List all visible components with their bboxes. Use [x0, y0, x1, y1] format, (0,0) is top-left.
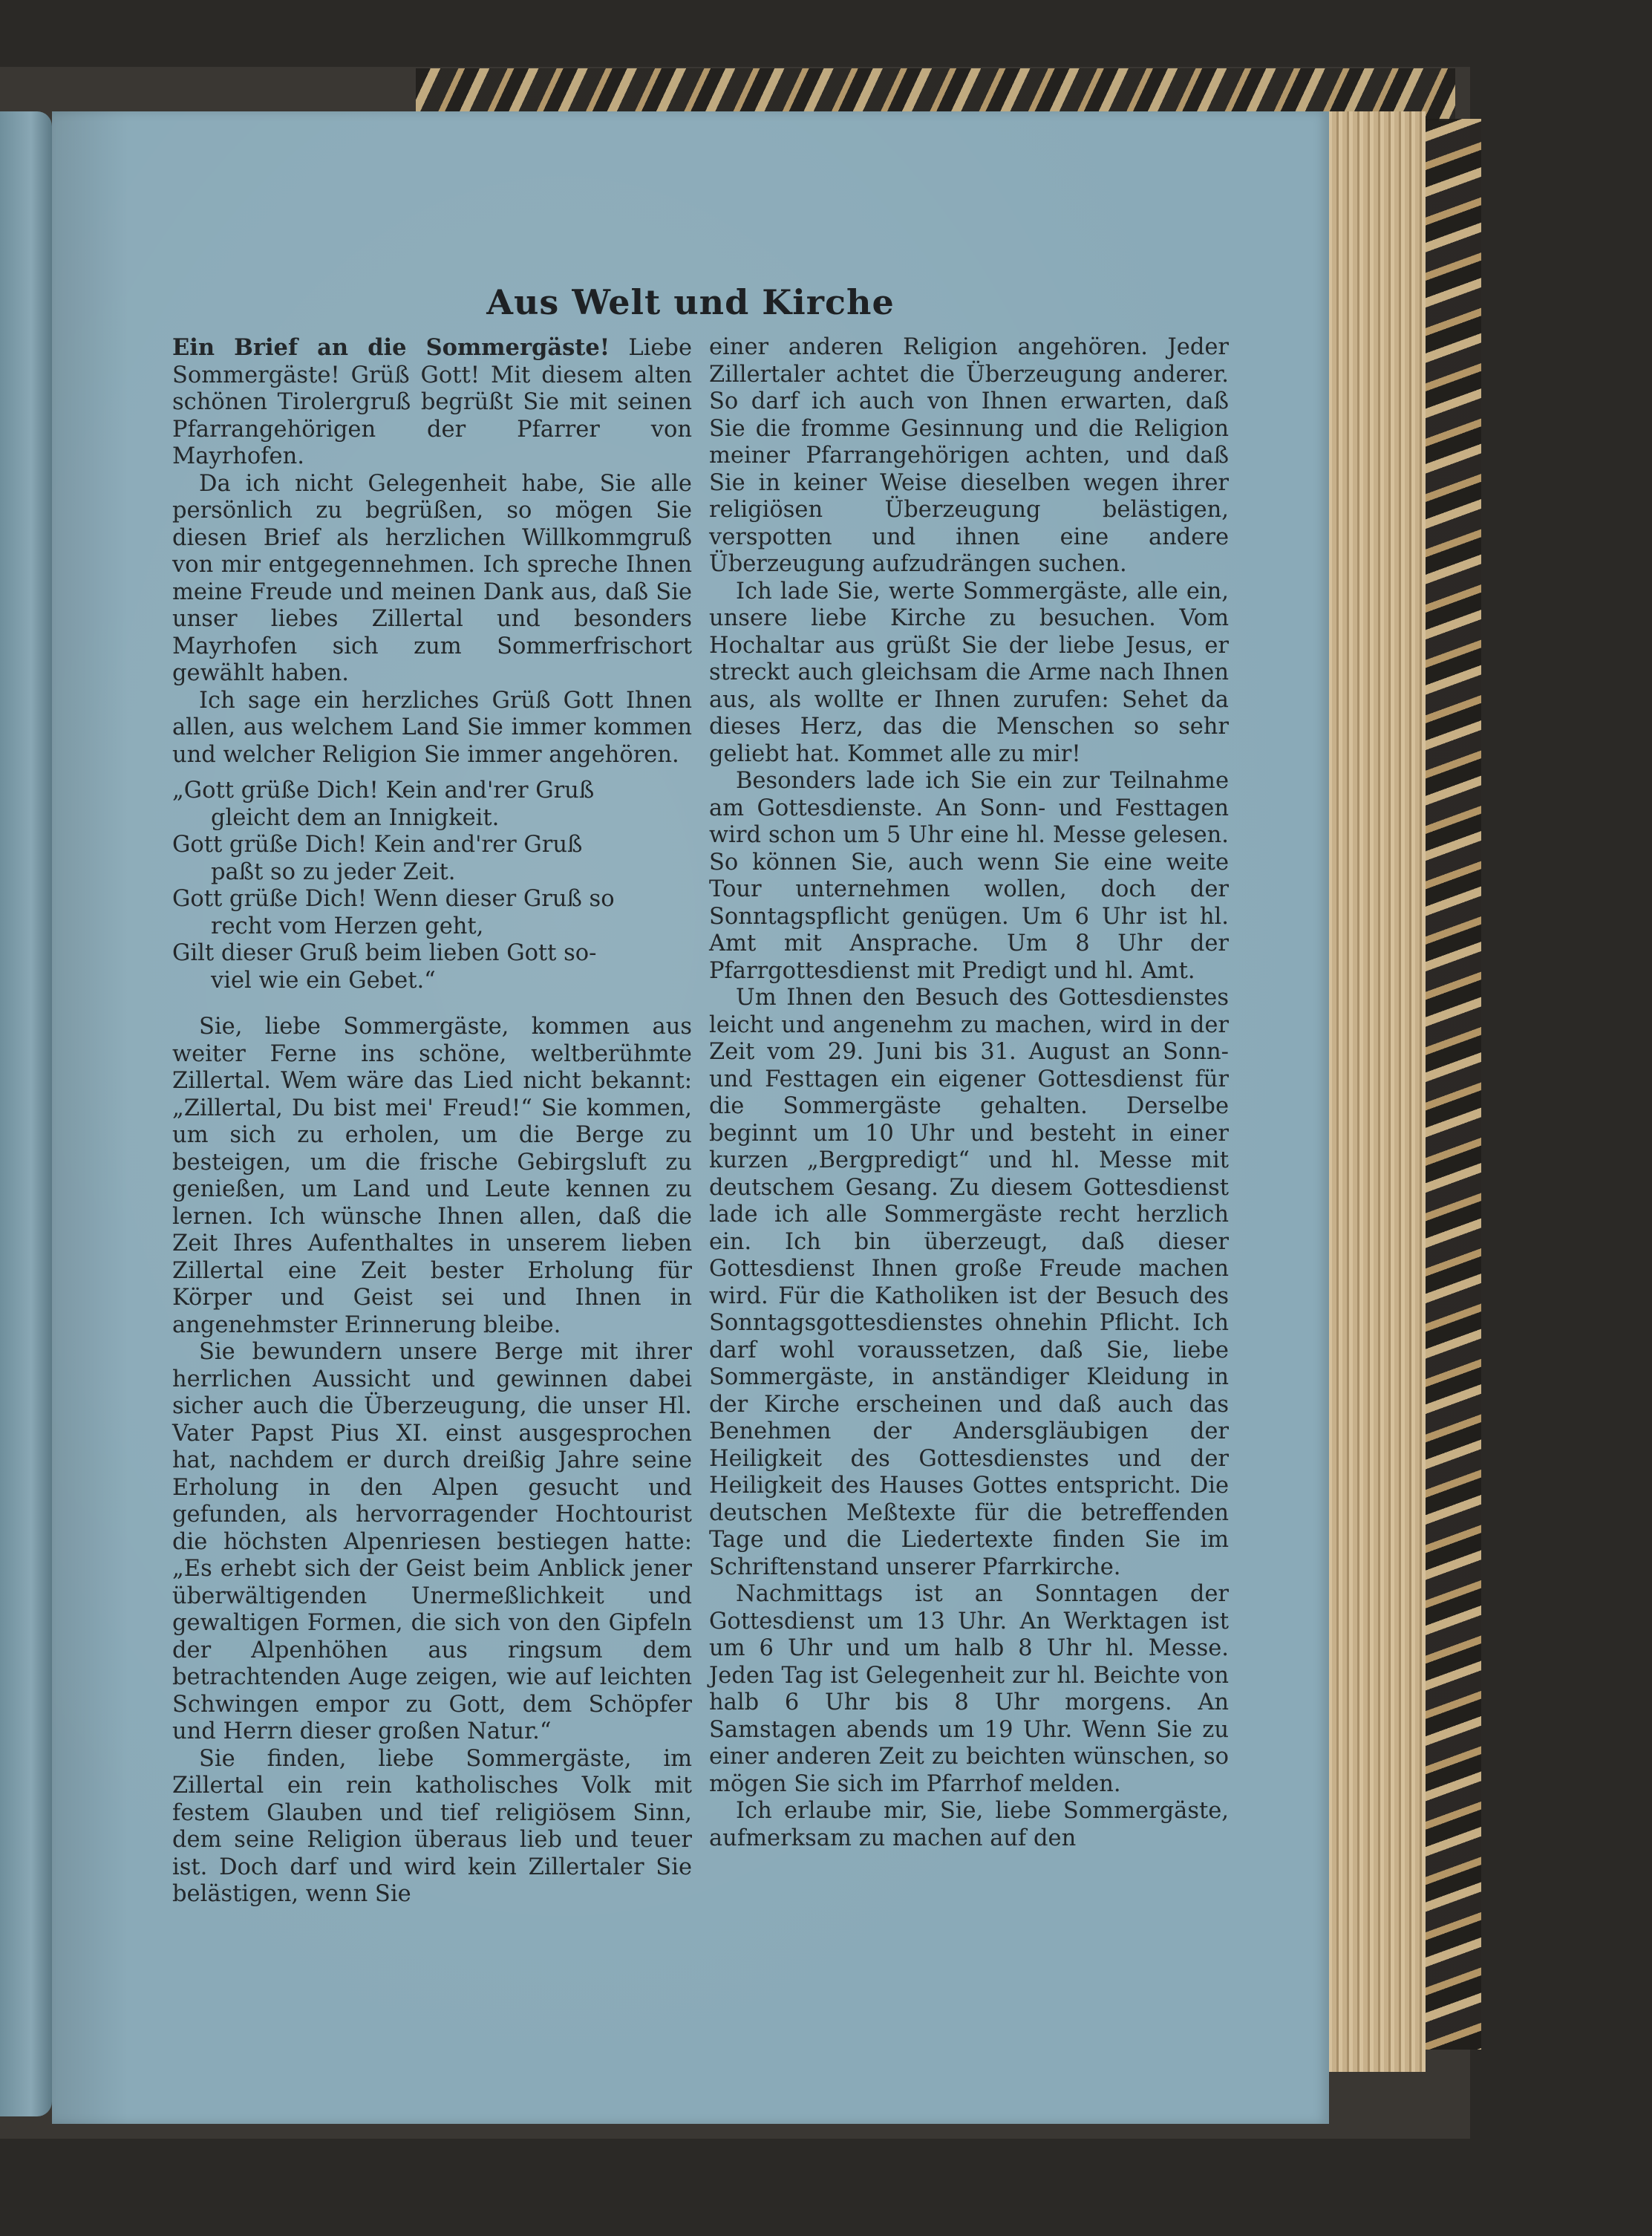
page-title: Aus Welt und Kirche [486, 282, 895, 322]
paragraph: Nachmittags ist an Sonntagen der Gottesdienst um 13 Uhr. An Werktagen ist um 6 Uhr und um halb 8 Uhr hl. Messe. Jeden Tag ist Gelegenheit zur hl. Beichte von halb 6 Uhr bis 8 Uhr morgens. An Samstagen abends um 19 Uhr. Wenn Sie zu einer anderen Zeit zu beichten wünschen, so mögen Sie sich im Pfarrhof melden. [709, 1581, 1229, 1797]
poem-line: viel wie ein Gebet.“ [211, 967, 436, 994]
paragraph: Besonders lade ich Sie ein zur Teilnahme am Gottesdienste. An Sonn- und Festtagen wird schon um 5 Uhr eine hl. Messe gelesen. So können Sie, auch wenn Sie eine weite Tour unternehmen wollen, doch der Sonntagspflicht genügen. Um 6 Uhr ist hl. Amt mit Ansprache. Um 8 Uhr der Pfarrgottesdienst mit Predigt und hl. Amt. [709, 768, 1229, 984]
poem-line: gleicht dem an Innigkeit. [211, 804, 500, 831]
page-block-edges [1322, 111, 1426, 2072]
poem-line: paßt so zu jeder Zeit. [211, 858, 456, 885]
paragraph: Ich erlaube mir, Sie, liebe Sommergäste, aufmerksam zu machen auf den [709, 1798, 1229, 1851]
poem-block [172, 778, 692, 994]
poem-line: Gott grüße Dich! Wenn dieser Gruß so [172, 886, 615, 912]
article-headline: Ein Brief an die Sommergäste! [172, 334, 610, 361]
greeting-text: Liebe Sommergäste! Grüß Gott! Mit diesem alten schönen Tirolergruß begrüßt Sie mit seinen Pfarrangehörigen der Pfarrer von Mayrhofen. [172, 335, 692, 469]
poem-line: Gilt dieser Gruß beim lieben Gott so- [172, 940, 597, 966]
paragraph: Sie bewundern unsere Berge mit ihrer herrlichen Aussicht und gewinnen dabei sicher auch die Überzeugung, die unser Hl. Vater Papst Pius XI. einst ausgesprochen hat, nachdem er durch dreißig Jahre seine Erholung in den Alpen gesucht und gefunden, als hervorragender Hochtourist die höchsten Alpenriesen bestiegen hatte: „Es erhebt sich der Geist beim Anblick jener überwältigenden Unermeßlichkeit und gewaltigen Formen, die sich von den Gipfeln der Alpenhöhen aus ringsum dem betrachtenden Auge zeigen, wie auf leichten Schwingen empor zu Gott, dem Schöpfer und Herrn dieser großen Natur.“ [172, 1339, 692, 1744]
paragraph: Um Ihnen den Besuch des Gottesdienstes leicht und angenehm zu machen, wird in der Zeit vom 29. Juni bis 31. August an Sonn- und Festtagen ein eigener Gottesdienst für die Sommergäste gehalten. Derselbe beginnt um 10 Uhr und besteht in einer kurzen „Bergpredigt“ und hl. Messe mit deutschem Gesang. Zu diesem Gottesdienst lade ich alle Sommergäste recht herzlich ein. Ich bin überzeugt, daß dieser Gottesdienst Ihnen große Freude machen wird. Für die Katholiken ist der Besuch des Sonntagsgottesdienstes ohnehin Pflicht. Ich darf wohl voraussetzen, daß Sie, liebe Sommergäste, in anständiger Kleidung in der Kirche erscheinen und daß auch das Benehmen der Andersgläubigen der Heiligkeit des Gottesdienstes und der Heiligkeit des Hauses Gottes entspricht. Die deutschen Meßtexte für die betreffenden Tage und die Liedertexte finden Sie im Schriftenstand unserer Pfarrkirche. [709, 985, 1229, 1580]
poem-line: „Gott grüße Dich! Kein and'rer Gruß [172, 778, 595, 804]
paragraph: Ich lade Sie, werte Sommergäste, alle ein, unsere liebe Kirche zu besuchen. Vom Hochaltar aus grüßt Sie der liebe Jesus, er streckt auch gleichsam die Arme nach Ihnen aus, als wollte er Ihnen zurufen: Sehet da dieses Herz, das die Menschen so sehr geliebt hat. Kommet alle zu mir! [709, 578, 1229, 767]
left-column [172, 334, 692, 1909]
poem-line: recht vom Herzen geht, [211, 913, 484, 939]
letter-opening [172, 334, 692, 471]
previous-page-edge [0, 111, 52, 2116]
paragraph: einer anderen Religion angehören. Jeder Zillertaler achtet die Überzeugung anderer. So darf ich auch von Ihnen erwarten, daß Sie die fromme Gesinnung und die Religion meiner Pfarrangehörigen achten, und daß Sie in keiner Weise dieselben wegen ihrer religiösen Überzeugung belästigen, verspotten und ihnen eine andere Überzeugung aufzudrängen suchen. [709, 334, 1229, 577]
right-column [709, 334, 1229, 1852]
paragraph: Ich sage ein herzliches Grüß Gott Ihnen allen, aus welchem Land Sie immer kommen und welcher Religion Sie immer angehören. [172, 687, 692, 768]
poem-line: Gott grüße Dich! Kein and'rer Gruß [172, 832, 583, 858]
book-page [52, 111, 1329, 2124]
paragraph: Da ich nicht Gelegenheit habe, Sie alle persönlich zu begrüßen, so mögen Sie diesen Brief als herzlichen Willkommgruß von mir entgegennehmen. Ich spreche Ihnen meine Freude und meinen Dank aus, daß Sie unser liebes Zillertal und besonders Mayrhofen sich zum Sommerfrischort gewählt haben. [172, 470, 692, 686]
paragraph: Sie finden, liebe Sommergäste, im Zillertal ein rein katholisches Volk mit festem Glauben und tief religiösem Sinn, dem seine Religion überaus lieb und teuer ist. Doch darf und wird kein Zillertaler Sie belästigen, wenn Sie [172, 1745, 692, 1907]
paragraph: Sie, liebe Sommergäste, kommen aus weiter Ferne ins schöne, weltberühmte Zillertal. Wem wäre das Lied nicht bekannt: „Zillertal, Du bist mei' Freud!“ Sie kommen, um sich zu erholen, um die Berge zu besteigen, um die frische Gebirgsluft zu genießen, um Land und Leute kennen zu lernen. Ich wünsche Ihnen allen, daß die Zeit Ihres Aufenthaltes in unserem lieben Zillertal eine Zeit bester Erholung für Körper und Geist sei und Ihnen in angenehmster Erinnerung bleibe. [172, 1014, 692, 1338]
